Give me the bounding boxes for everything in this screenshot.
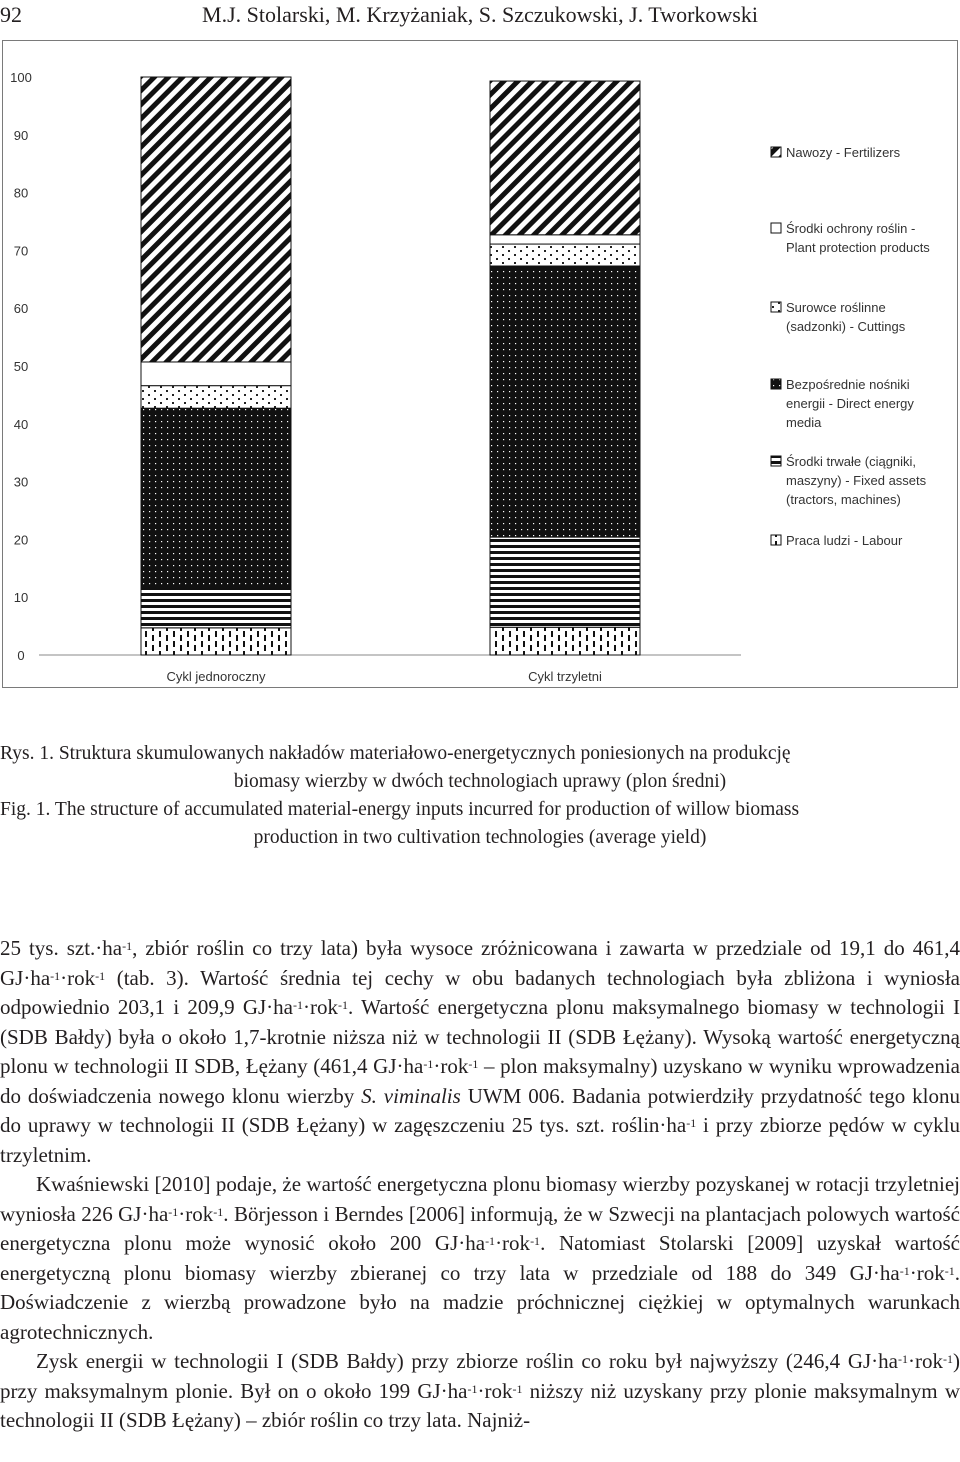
- running-authors: M.J. Stolarski, M. Krzyżaniak, S. Szczukowski, J. Tworkowski: [202, 2, 758, 27]
- body-text: [0, 934, 960, 1436]
- legend-label: (sadzonki) - Cuttings: [786, 319, 906, 334]
- bar-segment: [490, 81, 640, 235]
- bar-segment: [141, 628, 291, 655]
- legend-label: Środki trwałe (ciągniki,: [786, 454, 917, 469]
- legend-swatch: [771, 302, 781, 312]
- legend-label: Praca ludzi - Labour: [786, 533, 903, 548]
- caption-pl-line-2: biomasy wierzby w dwóch technologiach uprawy (plon średni): [233, 771, 727, 792]
- x-tick-label: Cykl trzyletni: [528, 669, 602, 684]
- legend-swatch: [771, 379, 781, 389]
- bar-segment: [141, 386, 291, 409]
- legend-label: media: [786, 415, 822, 430]
- paragraph-3: Zysk energii w technologii I (SDB Bałdy) przy zbiorze roślin co roku był najwyższy (246,4 $GJ\cdot ha^{-1}\cdot rok^{-1}$) przy maksymalnym plonie. Był on o około 199 $GJ\cdot ha^{-1}\cdot rok^{-1}$ niższy niż uzyskany przy plonie maksymalnym w technologii II (SDB Łężany) – zbiór roślin co trzy lata. Najniż-: [0, 1349, 960, 1432]
- y-tick-label: 90: [13, 127, 29, 143]
- stacked-bar-chart: [3, 41, 957, 687]
- y-tick-label: 20: [13, 532, 29, 548]
- caption-pl-line-1: Rys. 1. Struktura skumulowanych nakładów materiałowo-energetycznych poniesionych na produkcję: [0, 743, 791, 764]
- y-tick-label: 50: [13, 359, 29, 374]
- page-number: 92: [0, 2, 22, 27]
- legend-label: Środki ochrony roślin -: [786, 221, 916, 236]
- legend-label: Bezpośrednie nośniki: [786, 377, 910, 392]
- y-tick-label: 60: [13, 301, 29, 317]
- legend-swatch: [771, 456, 781, 466]
- legend-label: energii - Direct energy: [786, 396, 914, 411]
- figure-caption: [0, 740, 960, 852]
- bar-segment: [490, 235, 640, 244]
- y-tick-label: 30: [13, 474, 29, 490]
- paragraph-1: 25 tys. $szt.\cdot ha^{-1}$, zbiór roślin co trzy lata) była wysoce zróżnicowana i zawarta w przedziale od 19,1 do 461,4 $GJ\cdot ha^{-1}\cdot rok^{-1}$ (tab. 3). Wartość średnia tej cechy w obu badanych technologiach była zbliżona i wyniosła odpowiednio 203,1 i 209,9 $GJ\cdot ha^{-1}\cdot rok^{-1}$. Wartość energetyczna plonu maksymalnego biomasy w technologii I (SDB Bałdy) była o około 1,7-krotnie niższa niż w technologii II (SDB Łężany). Wysoką wartość energetyczną plonu w technologii II SDB, Łężany (461,4 $GJ\cdot ha^{-1}\cdot rok^{-1}$ – plon maksymalny) uzyskano w wyniku wprowadzenia do doświadczenia nowego klonu wierzby S. viminalis UWM 006. Badania potwierdziły przydatność tego klonu do uprawy w technologii II (SDB Łężany) w zagęszczeniu 25 tys. szt. $roślin\cdot ha^{-1}$ i przy zbiorze pędów w cyklu trzyletnim.: [0, 936, 960, 1167]
- caption-en-line-1: Fig. 1. The structure of accumulated material-energy inputs incurred for production of willow biomass: [0, 799, 800, 820]
- x-tick-label: Cykl jednoroczny: [166, 669, 266, 684]
- legend-label: Surowce roślinne: [786, 300, 886, 315]
- bar-segment: [490, 627, 640, 655]
- legend-swatch: [771, 147, 781, 157]
- page-header: [0, 0, 960, 30]
- y-tick-label: 40: [13, 416, 29, 432]
- legend-label: (tractors, machines): [786, 492, 901, 507]
- caption-en-line-2: production in two cultivation technologies (average yield): [253, 827, 707, 848]
- species-name: S. viminalis: [361, 1083, 461, 1108]
- paragraph-2: Kwaśniewski [2010] podaje, że wartość energetyczna plonu biomasy wierzby pozyskanej w rotacji trzyletniej wyniosła 226 $GJ\cdot ha^{-1}\cdot rok^{-1}$. Börjesson i Berndes [2006] informują, że w Szwecji na plantacjach polowych wartość energetyczna plonu może wynosić około 200 $GJ\cdot ha^{-1}\cdot rok^{-1}$. Natomiast Stolarski [2009] uzyskał wartość energetyczną plonu biomasy wierzby zbieranej co trzy lata w przedziale od 188 do 349 $GJ\cdot ha^{-1}\cdot rok^{-1}$. Doświadczenie z wierzbą prowadzone było na madzie próchnicznej ciężkiej w optymalnych warunkach agrotechnicznych.: [0, 1172, 960, 1344]
- y-tick-label: 10: [13, 590, 29, 606]
- y-tick-label: 0: [17, 648, 25, 663]
- bar-segment: [141, 408, 291, 589]
- y-tick-label: 100: [10, 70, 32, 85]
- bar-segment: [490, 266, 640, 537]
- y-tick-label: 80: [13, 185, 29, 201]
- bar-segment: [141, 589, 291, 628]
- bar-segment: [141, 77, 291, 362]
- figure-chart: [2, 40, 958, 688]
- legend-label: Plant protection products: [786, 240, 930, 255]
- legend-swatch: [771, 223, 781, 233]
- bar-segment: [141, 362, 291, 386]
- bar-segment: [490, 537, 640, 627]
- legend-swatch: [771, 535, 781, 545]
- y-tick-label: 70: [13, 243, 29, 259]
- bar-segment: [490, 244, 640, 266]
- legend-label: maszyny) - Fixed assets: [786, 473, 927, 488]
- legend-label: Nawozy - Fertilizers: [786, 145, 901, 160]
